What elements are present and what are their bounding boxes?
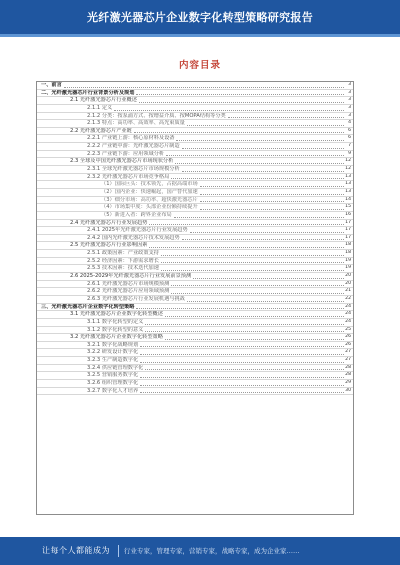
toc-page-number: 20 [345, 273, 351, 279]
toc-entry[interactable] [37, 304, 353, 312]
toc-page-number: 24 [345, 311, 351, 317]
toc-entry-text: 2.6 2025-2029年光纤激光器芯片行业发展前景预测 [70, 273, 192, 280]
toc-leader-dots [140, 372, 344, 378]
toc-page-number: 28 [345, 372, 351, 378]
toc-leader-dots [193, 273, 344, 279]
toc-page-number: 12 [345, 158, 351, 164]
toc-entry[interactable] [37, 189, 353, 197]
toc-entry[interactable] [37, 296, 353, 304]
toc-page-number: 30 [345, 387, 351, 393]
footer-tagline: 行业专家，管理专家，营销专家，战略专家，成为企业家…… [124, 547, 300, 555]
toc-entry[interactable] [37, 158, 353, 166]
toc-leader-dots [161, 265, 344, 271]
toc-page-number: 27 [345, 357, 351, 363]
toc-entry[interactable] [37, 250, 353, 258]
toc-leader-dots [175, 158, 344, 164]
toc-entry[interactable] [37, 319, 353, 327]
toc-entry[interactable] [37, 273, 353, 281]
toc-page-number: 3 [348, 112, 351, 118]
toc-leader-dots [165, 334, 344, 340]
toc-leader-dots [182, 166, 344, 172]
toc-leader-dots [149, 242, 344, 248]
toc-entry[interactable] [37, 349, 353, 357]
toc-entry[interactable] [37, 311, 353, 319]
toc-entry-text: 3.1.2 数字化转型的意义 [87, 326, 144, 333]
toc-entry[interactable] [37, 235, 353, 243]
toc-entry[interactable] [37, 342, 353, 350]
toc-entry[interactable] [37, 212, 353, 220]
toc-page-number: 20 [345, 280, 351, 286]
toc-leader-dots [136, 304, 344, 310]
toc-leader-dots [171, 288, 344, 294]
toc-entry-text: 2.1 光纤激光器芯片行业概述 [70, 97, 137, 104]
toc-entry[interactable] [37, 357, 353, 365]
toc-page-number: 17 [345, 219, 351, 225]
toc-page-number: 13 [345, 188, 351, 194]
toc-entry-text: 一、前言 [41, 82, 62, 88]
toc-leader-dots [145, 365, 344, 371]
toc-heading: 内容目录 [178, 60, 221, 71]
toc-leader-dots [136, 90, 344, 96]
toc-entry-text: 2.4 光纤激光器芯片行业发展趋势 [70, 219, 148, 226]
toc-entry[interactable] [37, 242, 353, 250]
toc-page-number: 3 [348, 97, 351, 103]
toc-entry-text: 3.2.1 数字化战略规划 [87, 341, 139, 348]
toc-page-number: 28 [345, 364, 351, 370]
toc-entry-text: 3.2.6 组织管理数字化 [87, 379, 139, 386]
toc-leader-dots [114, 105, 344, 111]
toc-leader-dots [200, 189, 344, 195]
toc-page-number: 3 [348, 104, 351, 110]
toc-entry-text: （5）新进入者：跨界企业布局 [101, 211, 172, 218]
toc-page-number: 3 [348, 82, 351, 87]
toc-page-number: 13 [345, 173, 351, 179]
toc-entry[interactable] [37, 365, 353, 373]
toc-entry-text: 2.1.1 定义 [87, 104, 113, 111]
toc-entry[interactable] [37, 105, 353, 113]
toc-entry-text: 2.2 光纤激光器芯片产业链 [70, 127, 132, 134]
toc-leader-dots [171, 174, 344, 180]
toc-page-number: 26 [345, 334, 351, 340]
toc-leader-dots [149, 220, 344, 226]
toc-page-number: 7 [348, 143, 351, 149]
toc-page-number: 16 [345, 211, 351, 217]
toc-entry[interactable] [37, 258, 353, 266]
toc-leader-dots [182, 235, 344, 241]
toc-entry[interactable] [37, 204, 353, 212]
toc-entry-text: 2.5 光纤激光器芯片行业影响因素 [70, 242, 148, 249]
toc-leader-dots [165, 311, 344, 317]
toc-leader-dots [161, 258, 344, 264]
toc-page-number: 25 [345, 326, 351, 332]
toc-leader-dots [145, 319, 344, 325]
toc-entry-text: 2.4.1 2025年光纤激光器芯片行业发展趋势 [87, 227, 188, 234]
toc-page-number: 19 [345, 265, 351, 271]
toc-entry-text: 2.1.2 分类：按泵浦方式、按增益介质、按MOPA结构等分类 [87, 112, 226, 119]
toc-entry-text: 3.1 光纤激光器芯片企业数字化转型概述 [70, 311, 163, 318]
toc-leader-dots [171, 281, 344, 287]
toc-entry-text: 3.2 光纤激光器芯片企业数字化转型策略 [70, 334, 163, 341]
toc-page-number: 29 [345, 379, 351, 385]
toc-entry-text: 3.2.5 营销服务数字化 [87, 372, 139, 379]
toc-page-number: 6 [348, 127, 351, 133]
toc-entry[interactable] [37, 120, 353, 128]
toc-entry-text: 2.3.1 全球光纤激光器芯片市场规模分析 [87, 166, 180, 173]
toc-entry-text: 3.2.2 研发设计数字化 [87, 349, 139, 356]
toc-leader-dots [140, 380, 344, 386]
toc-entry-text: 2.1.3 特点：高功率、高效率、高光束质量 [87, 120, 185, 127]
toc-page-number: 26 [345, 341, 351, 347]
page-header [0, 0, 400, 37]
toc-entry[interactable] [37, 288, 353, 296]
toc-entry-text: 2.5.3 技术因素：技术迭代加速 [87, 265, 159, 272]
toc-leader-dots [228, 113, 344, 119]
toc-leader-dots [140, 349, 344, 355]
toc-entry[interactable] [37, 143, 353, 151]
toc-entry-text: 2.4.2 国内光纤激光器芯片技术发展趋势 [87, 234, 180, 241]
toc-leader-dots [161, 250, 344, 256]
toc-leader-dots [200, 204, 344, 210]
toc-leader-dots [187, 120, 344, 126]
toc-page-number: 17 [345, 234, 351, 240]
toc-entry-text: （1）国际巨头：技术领先，占据高端市场 [101, 181, 198, 188]
toc-entry-text: 2.5.1 政策因素：产业政策支持 [87, 250, 159, 257]
toc-entry[interactable] [37, 166, 353, 174]
toc-leader-dots [176, 135, 344, 141]
toc-page-number: 18 [345, 242, 351, 248]
toc-entry-text: 2.2.2 产业链中游：光纤激光器芯片制造 [87, 143, 180, 150]
toc-leader-dots [64, 82, 344, 88]
toc-page-number: 3 [348, 89, 351, 95]
toc-page-number: 6 [348, 135, 351, 141]
toc-entry[interactable] [37, 220, 353, 228]
toc-page-number: 12 [345, 166, 351, 172]
table-of-contents [36, 81, 354, 515]
report-title: 光纤激光器芯片企业数字化转型策略研究报告 [87, 11, 313, 24]
toc-leader-dots [139, 97, 344, 103]
toc-entry-text: 3.2.3 生产制造数字化 [87, 357, 139, 364]
toc-leader-dots [200, 197, 344, 203]
toc-entry-text: 2.2.3 产业链下游：应用领域分析 [87, 150, 165, 157]
toc-entry[interactable] [37, 128, 353, 136]
toc-entry[interactable] [37, 327, 353, 335]
toc-entry[interactable] [37, 82, 353, 90]
toc-page-number: 15 [345, 204, 351, 210]
toc-entry[interactable] [37, 372, 353, 380]
toc-entry-text: （2）国内企业：快速崛起，国产替代加速 [101, 188, 198, 195]
toc-leader-dots [140, 388, 344, 394]
footer-divider [118, 545, 119, 557]
toc-leader-dots [200, 181, 344, 187]
toc-entry[interactable] [37, 151, 353, 159]
toc-entry[interactable] [37, 334, 353, 342]
page-footer [0, 537, 400, 565]
toc-entry-text: 三、光纤激光器芯片企业数字化转型策略 [41, 303, 135, 310]
toc-leader-dots [140, 342, 344, 348]
toc-entry-text: 2.6.3 光纤激光器芯片行业发展机遇与挑战 [87, 295, 185, 302]
toc-entry[interactable] [37, 135, 353, 143]
toc-entry[interactable] [37, 174, 353, 182]
toc-entry[interactable] [37, 197, 353, 205]
toc-entry-text: 2.2.1 产业链上游：核心原材料及设备 [87, 135, 175, 142]
toc-leader-dots [140, 357, 344, 363]
toc-entry[interactable] [37, 97, 353, 105]
toc-page-number: 4 [348, 120, 351, 126]
toc-leader-dots [187, 296, 344, 302]
toc-page-number: 9 [348, 150, 351, 156]
toc-page-number: 24 [345, 318, 351, 324]
toc-entry[interactable] [37, 265, 353, 273]
toc-page-number: 24 [345, 303, 351, 309]
toc-leader-dots [182, 143, 344, 149]
toc-page-number: 27 [345, 349, 351, 355]
toc-entry-text: 3.2.4 供应链管理数字化 [87, 364, 144, 371]
toc-entry-text: （4）市场集中度：头部企业份额持续提升 [101, 204, 198, 211]
toc-leader-dots [166, 151, 344, 157]
toc-entry[interactable] [37, 113, 353, 121]
toc-page-number: 19 [345, 257, 351, 263]
toc-entry[interactable] [37, 181, 353, 189]
toc-page-number: 14 [345, 196, 351, 202]
toc-entry[interactable] [37, 388, 353, 396]
toc-entry-text: 2.6.2 光纤激光器芯片应用领域预测 [87, 288, 170, 295]
toc-entry-text: 二、光纤激光器芯片行业背景分析及规划 [41, 89, 135, 96]
toc-entry-text: 2.3.2 光纤激光器芯片市场竞争格局 [87, 173, 170, 180]
toc-leader-dots [190, 227, 344, 233]
toc-page-number: 17 [345, 227, 351, 233]
toc-entry[interactable] [37, 281, 353, 289]
toc-entry[interactable] [37, 380, 353, 388]
toc-entry-text: 2.3 全球及中国光纤激光器芯片市场现状分析 [70, 158, 174, 165]
toc-page-number: 18 [345, 250, 351, 256]
toc-page-number: 22 [345, 295, 351, 301]
toc-page-number: 13 [345, 181, 351, 187]
toc-entry-text: （3）细分市场：高功率、超快激光器芯片 [101, 196, 198, 203]
toc-page-number: 21 [345, 288, 351, 294]
toc-entry-text: 2.5.2 经济因素：下游需求增长 [87, 257, 159, 264]
footer-slogan: 让每个人都能成为 [42, 546, 110, 555]
toc-entry-text: 3.2.7 数字化人才培养 [87, 387, 139, 394]
toc-leader-dots [134, 128, 344, 134]
toc-entry[interactable] [37, 90, 353, 98]
toc-entry[interactable] [37, 227, 353, 235]
toc-entry-text: 3.1.1 数字化转型的定义 [87, 318, 144, 325]
toc-leader-dots [174, 212, 344, 218]
toc-entry-text: 2.6.1 光纤激光器芯片市场规模预测 [87, 280, 170, 287]
toc-leader-dots [145, 327, 344, 333]
